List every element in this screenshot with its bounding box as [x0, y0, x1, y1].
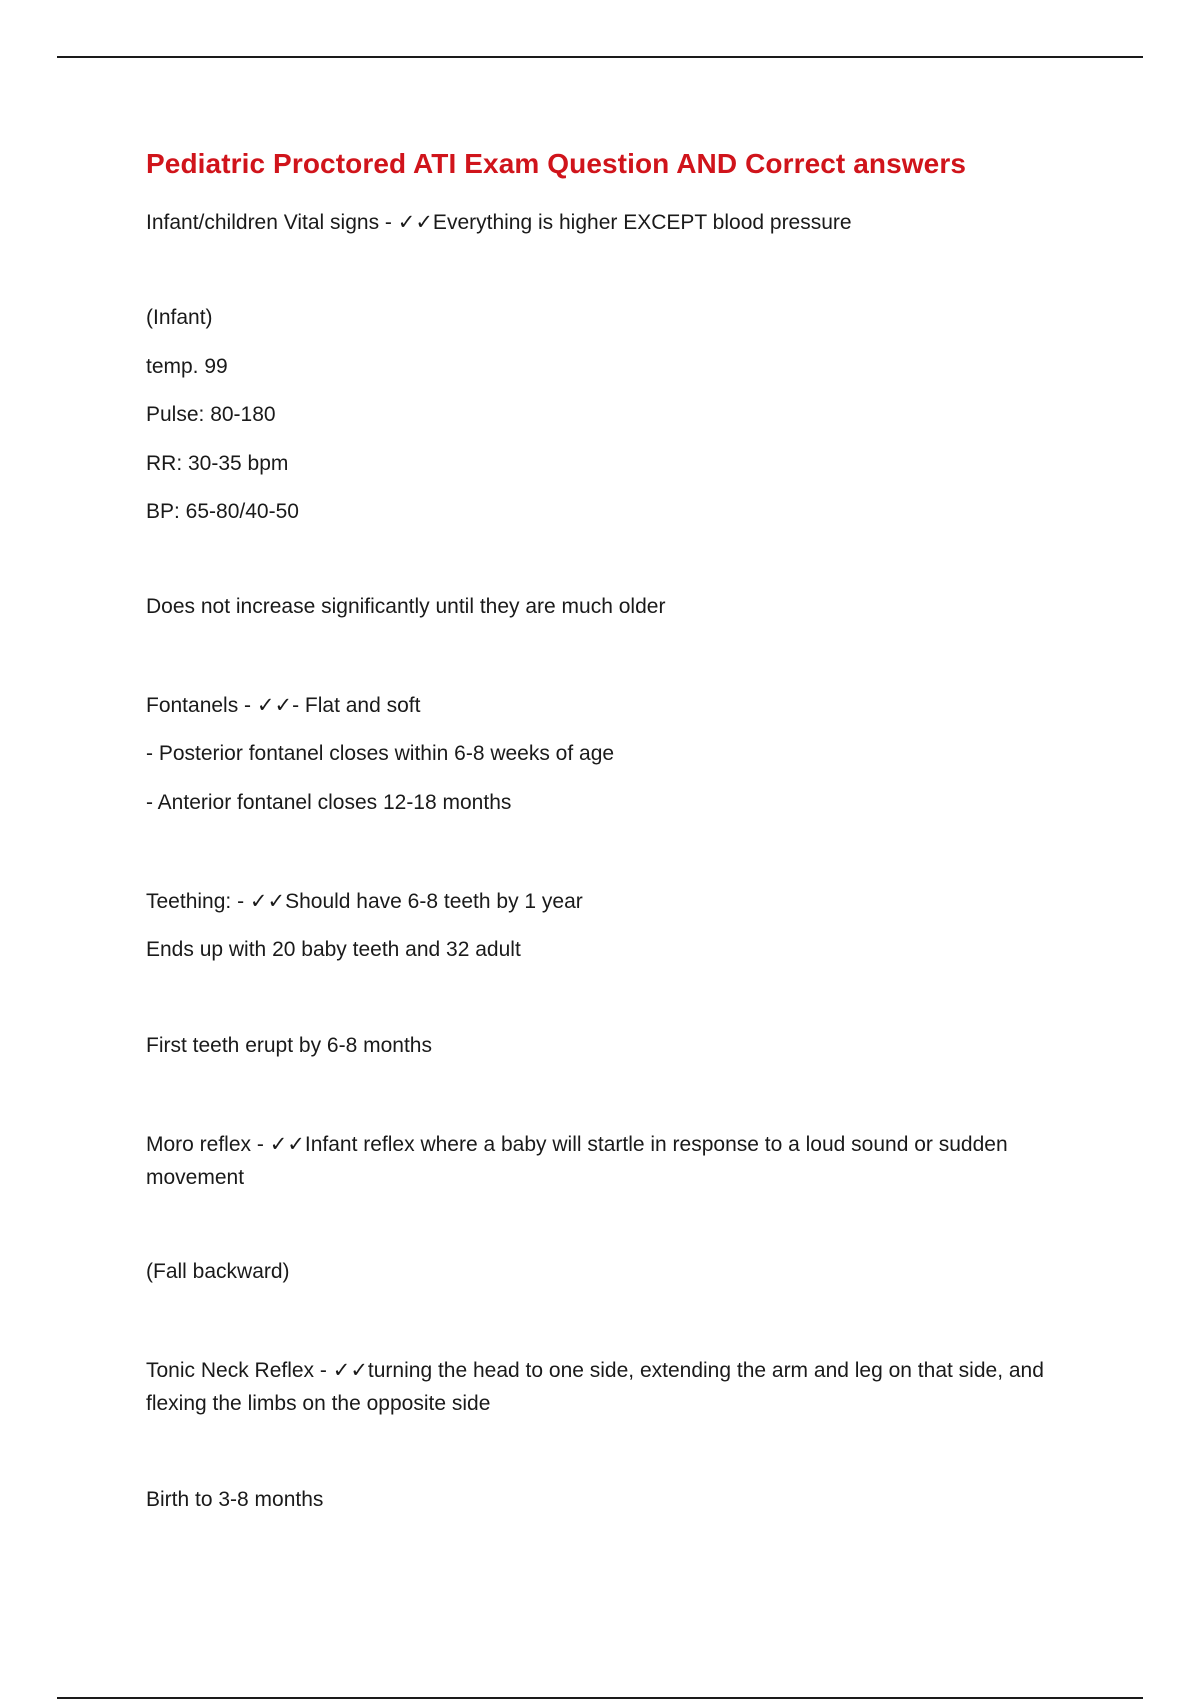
- rr-value: RR: 30-35 bpm: [146, 452, 289, 475]
- footer-rule: [57, 1697, 1143, 1699]
- header-rule: [57, 56, 1143, 58]
- infant-label: (Infant): [146, 306, 213, 329]
- fontanels-question: Fontanels - ✓✓- Flat and soft: [146, 694, 421, 717]
- pulse-value: Pulse: 80-180: [146, 403, 276, 426]
- bp-note: Does not increase significantly until they are much older: [146, 595, 666, 618]
- vital-signs-question: Infant/children Vital signs - ✓✓Everything is higher EXCEPT blood pressure: [146, 211, 852, 234]
- document-title: Pediatric Proctored ATI Exam Question AND Correct answers: [146, 148, 966, 179]
- moro-reflex-question: Moro reflex - ✓✓Infant reflex where a baby will startle in response to a loud sound or sudden movement: [146, 1133, 1008, 1189]
- tonic-neck-reflex-note: Birth to 3-8 months: [146, 1488, 324, 1511]
- temp-value: temp. 99: [146, 355, 228, 378]
- bp-value: BP: 65-80/40-50: [146, 500, 299, 523]
- anterior-fontanel-note: - Anterior fontanel closes 12-18 months: [146, 791, 512, 814]
- teething-question: Teething: - ✓✓Should have 6-8 teeth by 1 year: [146, 890, 583, 913]
- first-teeth-note: First teeth erupt by 6-8 months: [146, 1034, 432, 1057]
- tonic-neck-reflex-question: Tonic Neck Reflex - ✓✓turning the head to one side, extending the arm and leg on that side, and flexing the limbs on the opposite side: [146, 1359, 1044, 1415]
- posterior-fontanel-note: - Posterior fontanel closes within 6-8 weeks of age: [146, 742, 615, 765]
- teeth-count-note: Ends up with 20 baby teeth and 32 adult: [146, 938, 521, 961]
- moro-reflex-note: (Fall backward): [146, 1260, 290, 1283]
